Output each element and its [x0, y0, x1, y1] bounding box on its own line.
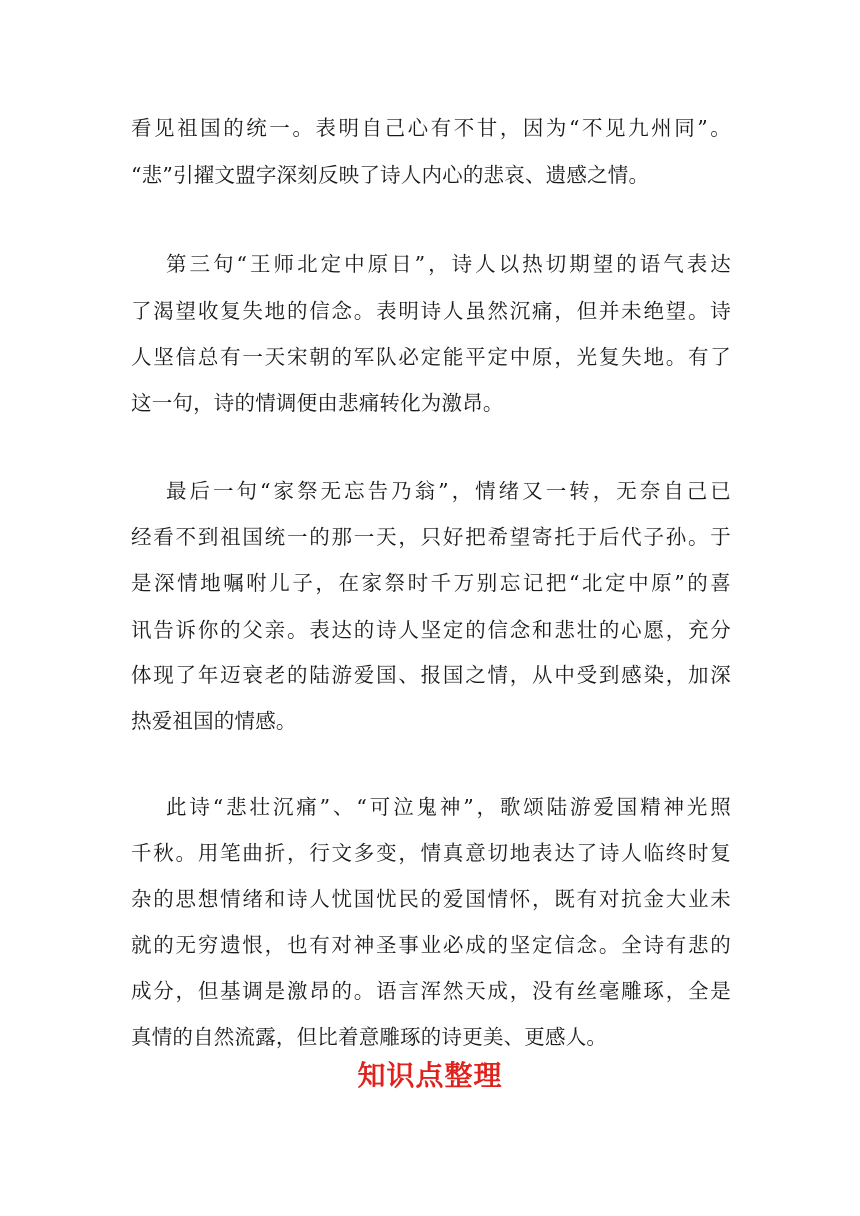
paragraph-3-line-2: 经看不到祖国统一的那一天，只好把希望寄托于后代子孙。于	[131, 525, 731, 549]
paragraph-2-line-3: 人坚信总有一天宋朝的军队必定能平定中原，光复失地。有了	[131, 345, 731, 369]
section-heading: 知识点整理	[357, 1059, 503, 1092]
paragraph-2-line-1: 第三句“王师北定中原日”，诗人以热切期望的语气表达	[166, 252, 731, 276]
paragraph-3-line-4: 讯告诉你的父亲。表达的诗人坚定的信念和悲壮的心愿，充分	[131, 618, 731, 642]
paragraph-2-line-2: 了渴望收复失地的信念。表明诗人虽然沉痛，但并未绝望。诗	[131, 299, 731, 323]
paragraph-4-line-1: 此诗“悲壮沉痛”、“可泣鬼神”，歌颂陆游爱国精神光照	[166, 795, 731, 819]
paragraph-2-line-4: 这一句，诗的情调便由悲痛转化为激昂。	[131, 391, 504, 415]
paragraph-3-line-6: 热爱祖国的情感。	[131, 709, 297, 733]
paragraph-4-line-6: 真情的自然流露，但比着意雕琢的诗更美、更感人。	[131, 1025, 608, 1049]
paragraph-3-line-3: 是深情地嘱咐儿子，在家祭时千万别忘记把“北定中原”的喜	[131, 571, 731, 595]
paragraph-1-line-2: “悲”引擢文盟字深刻反映了诗人内心的悲哀、遗感之情。	[131, 163, 650, 187]
paragraph-3-line-5: 体现了年迈衰老的陆游爱国、报国之情，从中受到感染，加深	[131, 663, 731, 687]
paragraph-4-line-4: 就的无穷遗恨，也有对神圣事业必成的坚定信念。全诗有悲的	[131, 933, 731, 957]
paragraph-4-line-5: 成分，但基调是激昂的。语言浑然天成，没有丝毫雕琢，全是	[131, 979, 731, 1003]
paragraph-3-line-1: 最后一句“家祭无忘告乃翁”，情绪又一转，无奈自己已	[166, 479, 731, 503]
paragraph-1-line-1: 看见祖国的统一。表明自己心有不甘，因为“不见九州同”。	[131, 116, 731, 140]
paragraph-4-line-2: 千秋。用笔曲折，行文多变，情真意切地表达了诗人临终时复	[131, 841, 731, 865]
paragraph-4-line-3: 杂的思想情绪和诗人忧国忧民的爱国情怀，既有对抗金大业未	[131, 887, 731, 911]
